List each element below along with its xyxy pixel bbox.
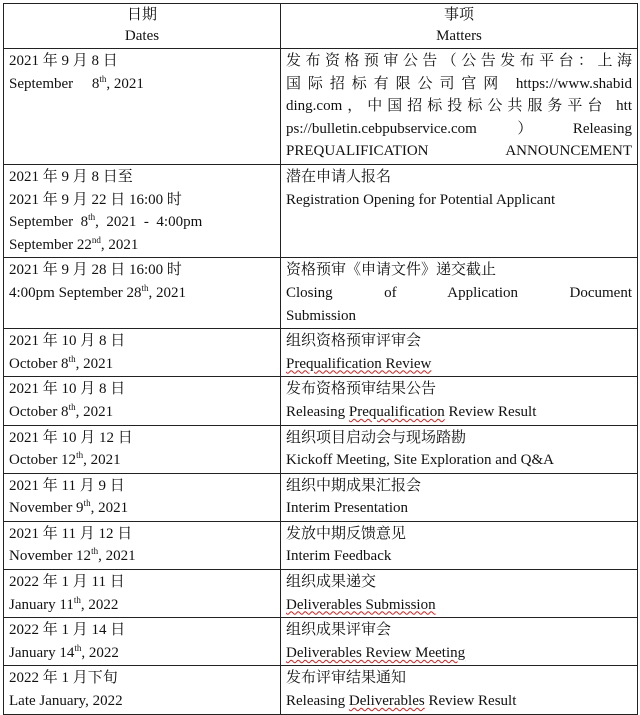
date-cell [4,425,281,473]
matter-cell [281,570,638,618]
date-cell [4,521,281,569]
matter-en: Releasing Prequalification Review Result [286,403,537,420]
table-row [4,377,638,425]
matter-en: Deliverables Submission [286,596,436,613]
date-cell [4,49,281,165]
matter-cell [281,666,638,714]
date-cell [4,618,281,666]
date-cn: 2021 年 10 月 8 日 [9,333,126,350]
schedule-table [3,3,638,715]
date-en: September 8th, 2021 [9,73,144,92]
date-cell [4,377,281,425]
date-en: January 14th, 2022 [9,642,119,661]
date-en: Late January, 2022 [9,693,123,710]
matter-cell [281,618,638,666]
table-header-row [4,4,638,49]
matter-cn: 发布评审结果通知 [286,670,407,687]
date-cn: 2021 年 11 月 9 日 [9,477,125,494]
date-en: October 12th, 2021 [9,450,121,469]
date-en: November 9th, 2021 [9,498,129,517]
table-row [4,473,638,521]
matter-en: Interim Presentation [286,500,409,517]
matter-cell [281,164,638,257]
matter-cn: 组织资格预审评审会 [286,333,422,350]
matter-line: PREQUALIFICATION ANNOUNCEMENT [286,143,632,160]
matter-cn: 潜在申请人报名 [286,168,392,185]
date-en: 4:00pm September 28th, 2021 [9,282,186,301]
matter-cn: 资格预审《申请文件》递交截止 [286,262,497,279]
matters-header-en: Matters [436,28,482,44]
date-en: October 8th, 2021 [9,353,114,372]
table-row [4,425,638,473]
matter-cn: 发放中期反馈意见 [286,525,407,542]
date-cell [4,473,281,521]
matter-en: Prequalification Review [286,355,432,372]
date-cell [4,164,281,257]
matters-column-header [281,4,638,49]
date-cn: 2021 年 11 月 12 日 [9,525,133,542]
date-cell [4,570,281,618]
date-cell [4,666,281,714]
matter-en: Interim Feedback [286,548,392,565]
matter-en: Releasing Deliverables Review Result [286,693,517,710]
matter-cell [281,425,638,473]
date-en: September 22nd, 2021 [9,234,139,253]
schedule-document [3,3,637,715]
date-cn: 2021 年 10 月 8 日 [9,381,126,398]
table-row [4,666,638,714]
date-cell [4,258,281,329]
table-row [4,618,638,666]
matter-en: Submission [286,307,357,324]
date-cn: 2022 年 1 月下旬 [9,670,118,687]
table-row [4,570,638,618]
table-row [4,329,638,377]
matter-cell [281,258,638,329]
matters-header-cn: 事项 [443,7,474,23]
matter-cn: 发布资格预审结果公告 [286,381,437,398]
date-en: January 11th, 2022 [9,594,119,613]
matter-line: 国际招标有限公司官网 https://www.shabid [286,75,632,92]
matter-en: Deliverables Review Meeting [286,644,466,661]
date-en: November 12th, 2021 [9,546,136,565]
table-row [4,521,638,569]
matter-en: Registration Opening for Potential Applicant [286,191,556,208]
matter-cell [281,49,638,165]
dates-header-cn: 日期 [126,7,157,23]
dates-column-header [4,4,281,49]
table-row [4,164,638,257]
date-cn: 2022 年 1 月 11 日 [9,574,125,591]
date-cn: 2021 年 9 月 8 日至 [9,168,133,185]
matter-en: Kickoff Meeting, Site Exploration and Q&A [286,452,555,469]
matter-cell [281,377,638,425]
date-cn: 2021 年 9 月 22 日 16:00 时 [9,191,182,208]
table-row [4,49,638,165]
matter-cn: 组织项目启动会与现场踏勘 [286,429,467,446]
date-cn: 2022 年 1 月 14 日 [9,622,126,639]
date-en: September 8th, 2021 - 4:00pm [9,212,203,231]
dates-header-en: Dates [124,28,160,44]
date-cn: 2021 年 9 月 28 日 16:00 时 [9,262,182,279]
matter-cn: 组织成果评审会 [286,622,392,639]
date-cn: 2021 年 10 月 12 日 [9,429,133,446]
matter-cell [281,329,638,377]
matter-line: 发布资格预审公告（公告发布平台：上海 [286,53,632,69]
matter-cell [281,521,638,569]
matter-cell [281,473,638,521]
matter-cn: 组织成果递交 [286,574,377,591]
date-cn: 2021 年 9 月 8 日 [9,53,118,69]
matter-en: Closing of Application Document [286,284,632,301]
date-en: October 8th, 2021 [9,401,114,420]
table-row [4,258,638,329]
matter-line: ps://bulletin.cebpubservice.com）Releasing [286,120,632,137]
matter-line: ding.com，中国招标投标公共服务平台 htt [286,98,632,115]
date-cell [4,329,281,377]
matter-cn: 组织中期成果汇报会 [286,477,422,494]
